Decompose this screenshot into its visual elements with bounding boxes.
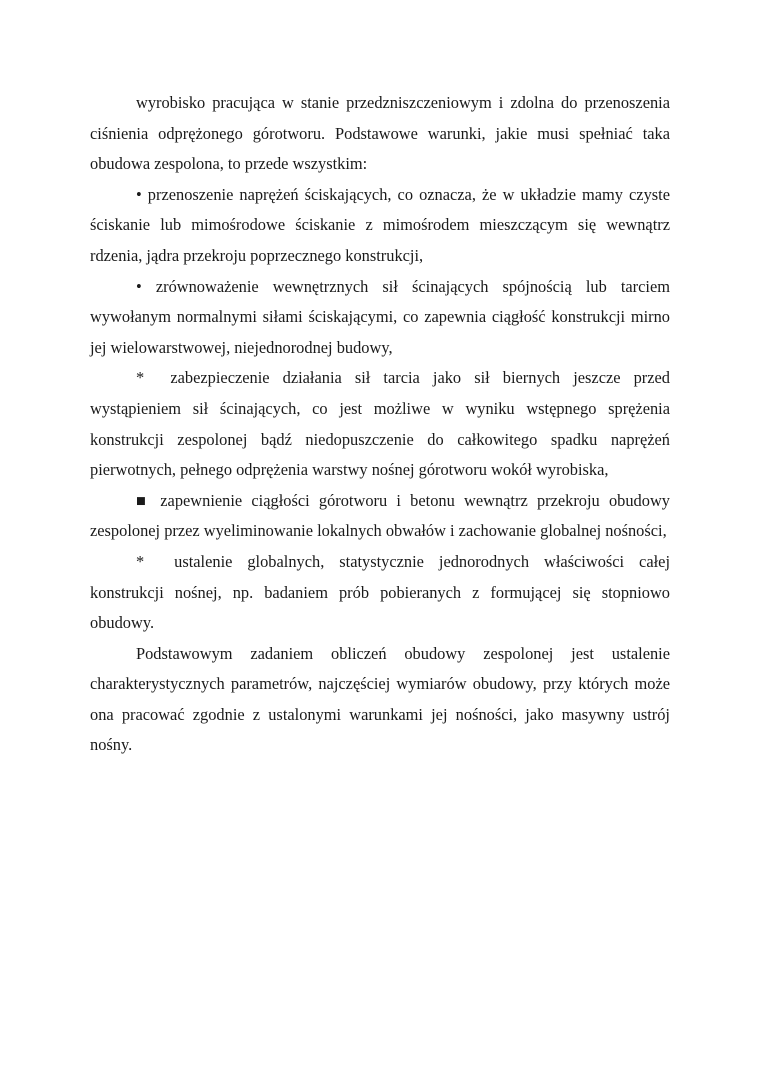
paragraph-intro (90, 88, 670, 180)
paragraph-text: wyrobisko pracująca w stanie przedzniszczeniowym i zdolna do przenoszenia ciśnienia odprężonego górotworu. Podstawowe warunki, jakie musi spełniać taka obudowa zespolona, to przede wszystkim: (90, 93, 670, 174)
square-marker: ■ (136, 490, 152, 510)
list-item-text: zrównoważenie wewnętrznych sił ścinających spójnością lub tarciem wywołanym normalnymi siłami ściskającymi, co zapewnia ciągłość konstrukcji mirno jej wielowarstwowej, niejednorodnej budowy, (90, 276, 670, 357)
bullet-marker: • (136, 276, 142, 296)
paragraph-text: Podstawowym zadaniem obliczeń obudowy zespolonej jest ustalenie charakterystycznych parametrów, najczęściej wymiarów obudowy, przy których może ona pracować zgodnie z ustalonymi warunkami jej nośności, jako masywny ustrój nośny. (90, 643, 670, 755)
asterisk-marker: * (136, 368, 145, 388)
bullet-marker: • (136, 184, 142, 204)
paragraph-conclusion (90, 639, 670, 761)
list-item (90, 180, 670, 272)
document-page (90, 88, 670, 761)
list-item (90, 547, 670, 639)
list-item-text: zapewnienie ciągłości górotworu i betonu wewnątrz przekroju obudowy zespolonej przez wyeliminowanie lokalnych obwałów i zachowanie globalnej nośności, (90, 490, 670, 541)
list-item (90, 272, 670, 364)
list-item (90, 363, 670, 485)
list-item-text: zabezpieczenie działania sił tarcia jako sił biernych jeszcze przed wystąpieniem sił ścinających, co jest możliwe w wyniku wstępnego sprężenia konstrukcji zespolonej bądź niedopuszczenie do całkowitego spadku naprężeń pierwotnych, pełnego odprężenia warstwy nośnej górotworu wokół wyrobiska, (90, 368, 670, 480)
list-item-text: przenoszenie naprężeń ściskających, co oznacza, że w układzie mamy czyste ściskanie lub mimośrodowe ściskanie z mimośrodem mieszczącym się wewnątrz rdzenia, jądra przekroju poprzecznego konstrukcji, (90, 184, 670, 265)
asterisk-marker: * (136, 551, 145, 571)
list-item (90, 486, 670, 547)
list-item-text: ustalenie globalnych, statystycznie jednorodnych właściwości całej konstrukcji nośnej, np. badaniem prób pobieranych z formującej się stopniowo obudowy. (90, 551, 670, 633)
